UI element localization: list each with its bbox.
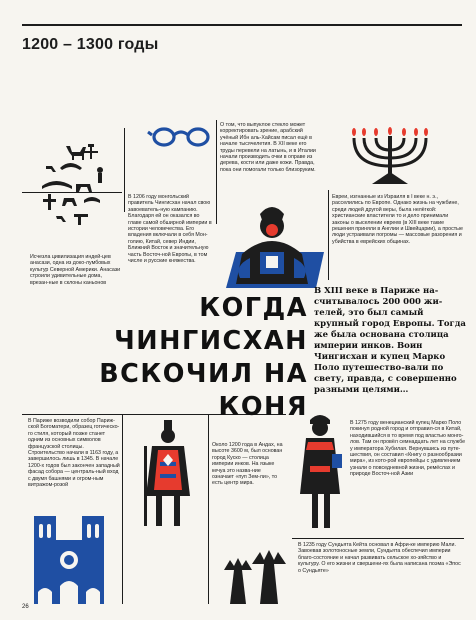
caption-mali: В 1235 году Сундьята Кейта основал в Афри-ке империю Мали. Завоевав золотоносные земли, Сундьята обеспечил империи благо-состояние и начал развивать сельское хо-зяйство и культуру. О его жизни и свершени-ях была написана поэма «Эпос о Сундьяте» <box>298 542 461 574</box>
headline <box>28 292 308 424</box>
divider <box>122 414 123 604</box>
glasses-icon <box>152 124 214 150</box>
divider <box>124 128 125 212</box>
menorah-icon <box>346 128 434 186</box>
caption-marco-polo: В 1275 году венецианский купец Марко Поло покинул родной город и отправил-ся в Китай, находившийся в то время под властью монго-лов. Там он провёл семнадцать лет на службе у императора Хубилая. Вернувшись из путе-шествия, он составил «Книгу о разнообразии мира», из кото-рой европейцы с удивлением узнали о повседневной жизни, ремёслах и природе Восточ-ной Азии <box>350 420 466 478</box>
marco-polo-figure-icon <box>296 414 344 532</box>
caption-jews: Евреи, изгнанные из Израиля в I веке н. э., расселились по Европе. Однако жизнь на чужбине, среди людей другой веры, была нелёгкой: христианские властители то и дело принимали законы о выселении евреев (в XIII веке такие решения приняли в Англии и Швейцарии), а простые люди устраивали погромы — массовые разорения и убийства в еврейских общинах. <box>332 194 463 245</box>
headline-line2: ЧИНГИСХАН <box>114 326 308 356</box>
caption-glasses: О том, что выпуклое стекло может корректировать зрение, арабский учёный Ибн аль-Хайсам писал ещё в начале тысячелетия. В XII веке его труды перевели на латынь, и в Италии начали производить очки в оправе из дерева, кости или даже кожи. Правда, пока они помогали только близоруким. <box>220 122 316 173</box>
divider <box>292 538 464 539</box>
caption-paris: В Париже возводили собор Париж-ской Богоматери, образец готическо-го стиля, который позже станет одним из основных символов французской столицы. Строительство начали в 1163 году, а завершилось лишь в 1345. В начале 1200-х годов был закончен западный фасад собора — централь-ный вход с двумя башнями и огром-ным витражом-розой <box>28 418 120 489</box>
petroglyph-icon <box>40 138 124 254</box>
divider <box>208 414 209 604</box>
lead-paragraph: В XIII веке в Париже на-считывалось 200 000 жи-телей, это был самый крупный город Европы. Тогда же была основана столица империи инков. Воин Чингисхан и купец Марко Поло путешество-вали по свету, правда, с совершенно разными целями… <box>314 286 466 395</box>
page-number: 26 <box>22 604 29 610</box>
notre-dame-icon <box>32 508 106 604</box>
caption-anasazi: Исчезла цивилизация индей-цев анасази, одна из доко-лумбовых культур Северной Америки. Анасази строили удивительные дома, врезан-ные в склоны каньонов <box>30 254 121 286</box>
baobab-trees-icon <box>222 540 288 604</box>
caption-inca: Около 1200 года в Андах, на высоте 3600 м, был основан город Куско — столица империи инков. На языке кечуа это назва-ние означает «пуп Зем-ли», то есть центр мира. <box>212 442 283 487</box>
divider <box>328 190 329 280</box>
genghis-khan-figure-icon <box>220 196 324 288</box>
caption-genghis: В 1206 году монгольский правитель Чингисхан начал свою завоеватель-ную кампанию. Благодаря ей он оказался во главе самой обширной империи в истории человечества. Его владения включали в себя Мон-голию, Китай, север Индии, Ближний Восток и значительную часть Восточ-ной Европы, в том числе и русские княжества. <box>128 194 212 265</box>
page-title: 1200 – 1300 годы <box>22 36 159 53</box>
headline-line1: КОГДА <box>199 293 308 323</box>
divider <box>216 120 217 224</box>
headline-line3: ВСКОЧИЛ НА КОНЯ <box>99 359 308 422</box>
inca-warrior-icon <box>142 420 194 530</box>
title-rule <box>22 24 462 26</box>
